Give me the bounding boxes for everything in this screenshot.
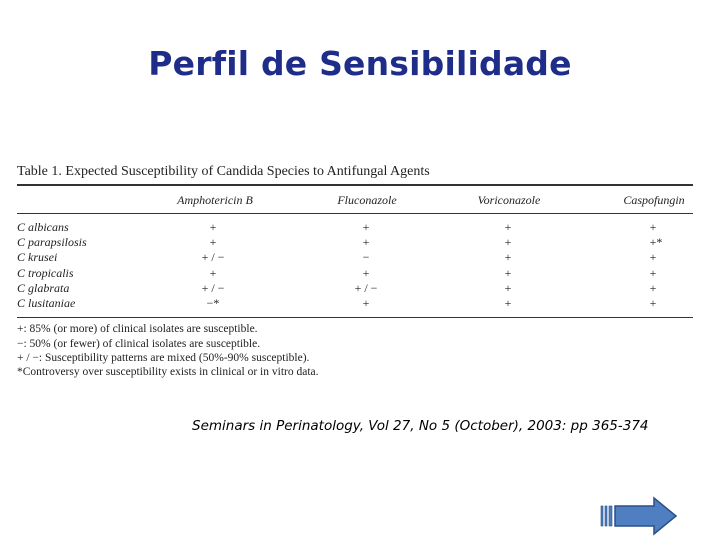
- species-name: C krusei: [17, 250, 58, 264]
- footnote-mixed: + / −: Susceptibility patterns are mixed (50%-90% susceptible).: [17, 352, 310, 364]
- cell-caspofungin: +: [649, 266, 657, 280]
- table-row: [17, 235, 693, 250]
- cell-caspofungin: +: [649, 220, 657, 234]
- cell-fluconazole: +: [362, 220, 370, 234]
- table-caption: Table 1. Expected Susceptibility of Candida Species to Antifungal Agents: [17, 164, 430, 179]
- species-name: C albicans: [17, 220, 69, 234]
- next-slide-button[interactable]: [600, 496, 680, 536]
- cell-voriconazole: +: [504, 266, 512, 280]
- cell-voriconazole: +: [504, 281, 512, 295]
- cell-voriconazole: +: [504, 250, 512, 264]
- cell-caspofungin: +: [649, 250, 657, 264]
- table-row: [17, 220, 693, 235]
- cell-voriconazole: +: [504, 235, 512, 249]
- citation: Seminars in Perinatology, Vol 27, No 5 (October), 2003: pp 365-374: [192, 418, 649, 434]
- species-name: C parapsilosis: [17, 235, 87, 249]
- cell-fluconazole: +: [362, 296, 370, 310]
- table-row: [17, 266, 693, 281]
- species-name: C tropicalis: [17, 266, 74, 280]
- cell-amphotericin: + / −: [201, 281, 225, 295]
- cell-caspofungin: +: [649, 281, 657, 295]
- species-name: C lusitaniae: [17, 296, 76, 310]
- cell-amphotericin: −*: [206, 296, 220, 310]
- footnote-susceptible: +: 85% (or more) of clinical isolates are susceptible.: [17, 323, 258, 335]
- table-row: [17, 250, 693, 265]
- cell-fluconazole: +: [362, 235, 370, 249]
- footnote-controversy: *Controversy over susceptibility exists in clinical or in vitro data.: [17, 366, 319, 378]
- table-header-rule: [17, 213, 693, 214]
- cell-voriconazole: +: [504, 296, 512, 310]
- arrow-right-icon: [600, 496, 680, 536]
- cell-fluconazole: + / −: [354, 281, 378, 295]
- cell-fluconazole: +: [362, 266, 370, 280]
- column-header-fluconazole: Fluconazole: [337, 193, 397, 207]
- footnote-resistant: −: 50% (or fewer) of clinical isolates are susceptible.: [17, 338, 261, 350]
- cell-caspofungin: +*: [649, 235, 663, 249]
- table-row: [17, 281, 693, 296]
- cell-voriconazole: +: [504, 220, 512, 234]
- cell-amphotericin: + / −: [201, 250, 225, 264]
- slide-title: Perfil de Sensibilidade: [148, 44, 572, 83]
- table-row: [17, 296, 693, 311]
- table-bottom-rule: [17, 317, 693, 318]
- column-header-amphotericin: Amphotericin B: [177, 193, 253, 207]
- susceptibility-table-figure: [17, 163, 693, 381]
- cell-amphotericin: +: [209, 235, 217, 249]
- table-top-rule: [17, 184, 693, 186]
- cell-caspofungin: +: [649, 296, 657, 310]
- column-header-voriconazole: Voriconazole: [477, 193, 541, 207]
- species-name: C glabrata: [17, 281, 70, 295]
- cell-amphotericin: +: [209, 266, 217, 280]
- cell-amphotericin: +: [209, 220, 217, 234]
- cell-fluconazole: −: [362, 250, 370, 264]
- column-header-caspofungin: Caspofungin: [623, 193, 685, 207]
